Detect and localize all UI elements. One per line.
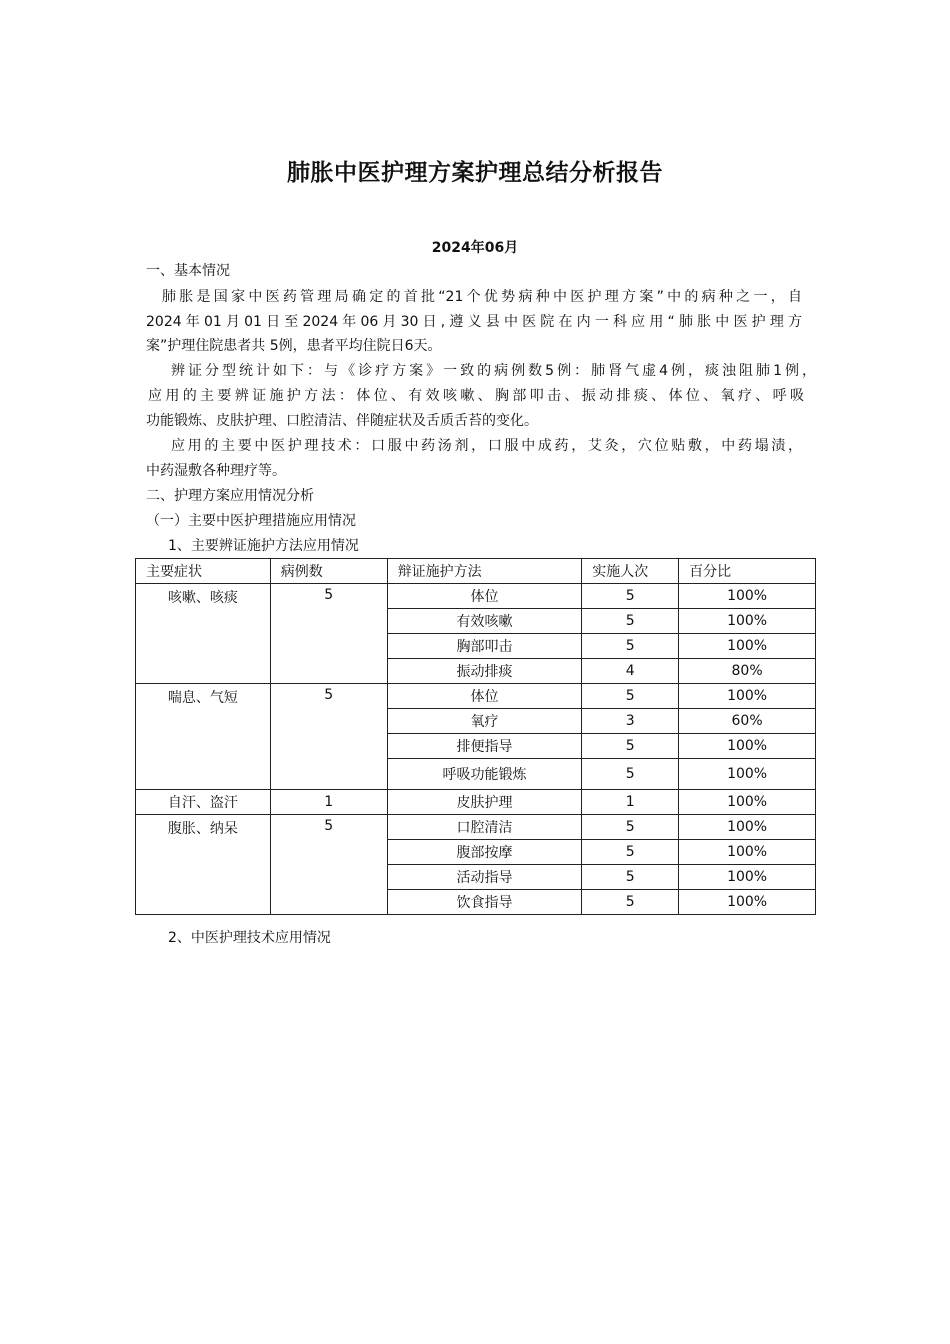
item2-heading: 2、中医护理技术应用情况 [168,930,331,946]
percent-cell: 100% [679,790,816,815]
count-cell: 5 [582,734,679,759]
method-cell: 口腔清洁 [387,815,582,840]
table-header-row [136,559,816,584]
table-row [136,584,816,609]
cases-cell: 5 [270,684,387,790]
cases-cell: 5 [270,584,387,684]
method-cell: 体位 [387,684,582,709]
para2-line1: 辨证分型统计如下：与《诊疗方案》一致的病例数5例：肺肾气虚4例，痰浊阻肺1例， [171,363,816,379]
method-cell: 活动指导 [387,865,582,890]
count-cell: 5 [582,815,679,840]
para2-line2: 应用的主要辨证施护方法：体位、有效咳嗽、胸部叩击、振动排痰、体位、氧疗、呼吸 [148,388,804,404]
percent-cell: 80% [679,659,816,684]
item1-heading: 1、主要辨证施护方法应用情况 [168,538,359,554]
method-cell: 体位 [387,584,582,609]
report-title: 肺胀中医护理方案护理总结分析报告 [287,160,663,186]
symptom-cell: 腹胀、纳呆 [136,815,271,915]
percent-cell: 100% [679,759,816,790]
para1-line1: 肺胀是国家中医药管理局确定的首批“21个优势病种中医护理方案”中的病种之一，自 [162,289,802,305]
method-cell: 腹部按摩 [387,840,582,865]
method-cell: 胸部叩击 [387,634,582,659]
count-cell: 1 [582,790,679,815]
percent-cell: 100% [679,865,816,890]
method-cell: 皮肤护理 [387,790,582,815]
percent-cell: 100% [679,584,816,609]
count-cell: 5 [582,684,679,709]
count-cell: 5 [582,634,679,659]
method-cell: 饮食指导 [387,890,582,915]
count-cell: 5 [582,890,679,915]
symptom-cell: 自汗、盗汗 [136,790,271,815]
symptom-cell: 喘息、气短 [136,684,271,790]
count-cell: 5 [582,865,679,890]
nursing-methods-table [135,558,816,915]
para3-line2: 中药湿敷各种理疗等。 [146,463,286,479]
para1-line3: 案”护理住院患者共 5例，患者平均住院日6天。 [146,338,442,354]
section1-heading: 一、基本情况 [146,263,230,279]
section2-heading: 二、护理方案应用情况分析 [146,488,314,504]
method-cell: 振动排痰 [387,659,582,684]
para1-line2: 2024年01月01日至2024年06月30日,遵义县中医院在内一科应用“肺胀中医护理方 [146,314,802,330]
method-cell: 排便指导 [387,734,582,759]
percent-cell: 100% [679,609,816,634]
count-cell: 4 [582,659,679,684]
method-cell: 氧疗 [387,709,582,734]
header-count: 实施人次 [582,559,679,584]
percent-cell: 100% [679,815,816,840]
cases-cell: 1 [270,790,387,815]
count-cell: 3 [582,709,679,734]
count-cell: 5 [582,759,679,790]
table-row [136,815,816,840]
percent-cell: 100% [679,840,816,865]
report-date: 2024年06月 [431,240,519,256]
para3-line1: 应用的主要中医护理技术：口服中药汤剂，口服中成药，艾灸，穴位贴敷，中药塌渍， [171,438,802,454]
symptom-cell: 咳嗽、咳痰 [136,584,271,684]
count-cell: 5 [582,840,679,865]
table-row [136,684,816,709]
para2-line3: 功能锻炼、皮肤护理、口腔清洁、伴随症状及舌质舌苔的变化。 [146,413,538,429]
table-row [136,790,816,815]
header-method: 辩证施护方法 [387,559,582,584]
header-cases: 病例数 [270,559,387,584]
method-cell: 呼吸功能锻炼 [387,759,582,790]
count-cell: 5 [582,584,679,609]
percent-cell: 100% [679,684,816,709]
header-symptom: 主要症状 [136,559,271,584]
sub1-heading: （一）主要中医护理措施应用情况 [146,513,356,529]
percent-cell: 60% [679,709,816,734]
count-cell: 5 [582,609,679,634]
method-cell: 有效咳嗽 [387,609,582,634]
percent-cell: 100% [679,734,816,759]
percent-cell: 100% [679,634,816,659]
percent-cell: 100% [679,890,816,915]
header-percent: 百分比 [679,559,816,584]
cases-cell: 5 [270,815,387,915]
